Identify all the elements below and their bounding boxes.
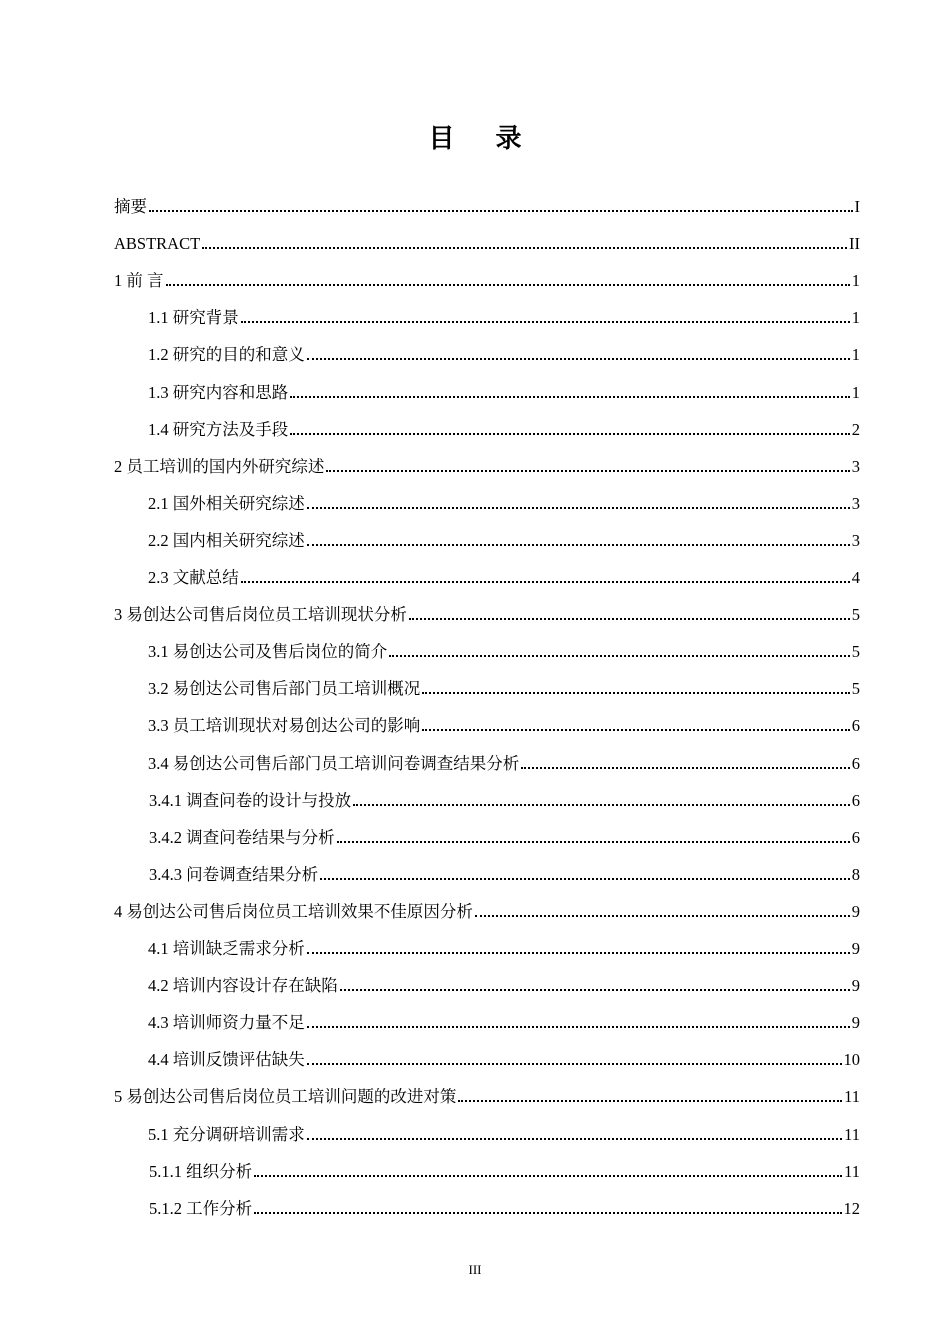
toc-entry-label: 4.1 培训缺乏需求分析 xyxy=(148,939,305,958)
toc-entry[interactable] xyxy=(149,1193,860,1219)
toc-dot-leader xyxy=(307,507,850,509)
toc-entry-page: 5 xyxy=(851,605,860,625)
toc-entry[interactable] xyxy=(148,339,860,365)
toc-entry-label: 2.2 国内相关研究综述 xyxy=(148,530,305,550)
toc-dot-leader xyxy=(290,433,850,435)
toc-entry[interactable] xyxy=(148,414,860,440)
toc-dot-leader xyxy=(389,655,850,657)
footer-page-number: III xyxy=(468,1262,482,1277)
toc-entry-page: 9 xyxy=(851,939,860,958)
toc-entry[interactable] xyxy=(148,673,860,699)
toc-entry-page: 11 xyxy=(844,1161,860,1181)
toc-entry[interactable] xyxy=(148,710,860,736)
toc-entry[interactable] xyxy=(114,265,860,291)
toc-entry-page: 11 xyxy=(844,1124,860,1144)
toc-entry[interactable] xyxy=(114,228,860,254)
toc-entry-label: 3.1 易创达公司及售后岗位的简介 xyxy=(148,642,388,662)
toc-entry[interactable] xyxy=(148,1007,860,1033)
toc-entry[interactable] xyxy=(148,970,860,996)
toc-entry-label: 2 员工培训的国内外研究综述 xyxy=(114,456,325,476)
toc-entry[interactable] xyxy=(148,525,860,551)
toc-dot-leader xyxy=(149,210,853,212)
toc-dot-leader xyxy=(475,915,850,917)
toc-dot-leader xyxy=(337,841,850,843)
toc-dot-leader xyxy=(458,1100,842,1102)
toc-dot-leader xyxy=(521,767,850,769)
toc-entry-label: 5.1.1 组织分析 xyxy=(149,1161,253,1181)
toc-dot-leader xyxy=(307,1138,842,1140)
toc-dot-leader xyxy=(353,804,850,806)
toc-entry-label: 3.3 员工培训现状对易创达公司的影响 xyxy=(148,716,421,736)
toc-entry-label: 1.2 研究的目的和意义 xyxy=(148,345,305,365)
toc-entry-page: 1 xyxy=(851,345,860,365)
toc-entry-page: 1 xyxy=(851,308,860,328)
toc-dot-leader xyxy=(254,1212,841,1214)
toc-entry-label: 3.2 易创达公司售后部门员工培训概况 xyxy=(148,679,421,699)
toc-dot-leader xyxy=(307,952,850,954)
toc-entry-page: 1 xyxy=(851,382,860,402)
toc-entry-page: 6 xyxy=(851,753,860,773)
toc-dot-leader xyxy=(307,544,850,546)
toc-entry[interactable] xyxy=(148,488,860,514)
toc-entry-page: 6 xyxy=(851,827,860,847)
toc-entry-label: 3.4.1 调查问卷的设计与投放 xyxy=(149,790,352,810)
toc-dot-leader xyxy=(409,618,850,620)
toc-entry-page: 3 xyxy=(851,456,860,476)
toc-entry[interactable] xyxy=(114,896,860,922)
toc-entry-page: 9 xyxy=(851,901,860,921)
toc-dot-leader xyxy=(320,878,850,880)
toc-entry[interactable] xyxy=(148,748,860,774)
toc-entry[interactable] xyxy=(148,636,860,662)
toc-entry-page: 6 xyxy=(851,790,860,810)
toc-entry-label: 4.2 培训内容设计存在缺陷 xyxy=(148,976,338,996)
toc-entry-page: 5 xyxy=(851,679,860,699)
toc-entry[interactable] xyxy=(148,377,860,403)
toc-entry-page: II xyxy=(849,234,860,254)
toc-entry-label: 3.4.3 问卷调查结果分析 xyxy=(149,864,319,884)
toc-entry-label: 摘要 xyxy=(114,197,147,216)
page-title: 目 录 xyxy=(428,124,538,154)
toc-entry-page: 3 xyxy=(851,493,860,513)
toc-dot-leader xyxy=(307,1026,850,1028)
toc-entry-label: 5 易创达公司售后岗位员工培训问题的改进对策 xyxy=(114,1087,457,1107)
toc-entry-page: I xyxy=(854,197,860,216)
toc-entry-label: 2.3 文献总结 xyxy=(148,568,239,587)
toc-entry-page: 12 xyxy=(843,1198,860,1218)
toc-entry[interactable] xyxy=(148,1044,860,1070)
toc-dot-leader xyxy=(202,247,847,249)
toc-entry-label: 1.4 研究方法及手段 xyxy=(148,419,289,439)
toc-dot-leader xyxy=(241,321,850,323)
toc-entry[interactable] xyxy=(114,451,860,477)
toc-entry[interactable] xyxy=(149,785,860,811)
toc-entry[interactable] xyxy=(149,1156,860,1182)
toc-entry-label: 5.1.2 工作分析 xyxy=(149,1198,253,1218)
toc-entry-label: 1.3 研究内容和思路 xyxy=(148,382,289,402)
toc-entry-page: 11 xyxy=(844,1087,860,1107)
toc-entry-page: 10 xyxy=(843,1050,860,1070)
toc-dot-leader xyxy=(254,1175,842,1177)
toc-entry[interactable] xyxy=(114,191,860,217)
toc-entry-label: 3 易创达公司售后岗位员工培训现状分析 xyxy=(114,605,407,625)
toc-entry-page: 8 xyxy=(851,864,860,884)
toc-dot-leader xyxy=(326,470,849,472)
toc-entry-label: 2.1 国外相关研究综述 xyxy=(148,493,305,513)
toc-dot-leader xyxy=(307,1063,842,1065)
toc-entry-page: 2 xyxy=(851,419,860,439)
toc-entry-page: 9 xyxy=(851,976,860,996)
toc-entry-page: 6 xyxy=(851,716,860,736)
toc-entry-label: 4.3 培训师资力量不足 xyxy=(148,1013,305,1033)
toc-entry-page: 3 xyxy=(851,530,860,550)
toc-dot-leader xyxy=(422,729,850,731)
toc-entry-label: 1 前 言 xyxy=(114,271,164,291)
toc-entry[interactable] xyxy=(148,302,860,328)
toc-entry[interactable] xyxy=(148,933,860,959)
toc-dot-leader xyxy=(340,989,850,991)
toc-entry-label: 4.4 培训反馈评估缺失 xyxy=(148,1050,305,1070)
toc-entry[interactable] xyxy=(149,822,860,848)
toc-entry-label: ABSTRACT xyxy=(114,234,201,254)
toc-entry[interactable] xyxy=(148,1119,860,1145)
toc-entry-label: 3.4.2 调查问卷结果与分析 xyxy=(149,827,335,847)
toc-entry[interactable] xyxy=(148,562,860,588)
toc-dot-leader xyxy=(166,284,850,286)
toc-entry[interactable] xyxy=(114,599,860,625)
toc-entry-label: 1.1 研究背景 xyxy=(148,308,239,328)
toc-entry-label: 5.1 充分调研培训需求 xyxy=(148,1124,305,1144)
toc-dot-leader xyxy=(241,581,850,583)
toc-entry-page: 1 xyxy=(851,271,860,291)
toc-dot-leader xyxy=(290,396,850,398)
toc-entry[interactable] xyxy=(114,1081,860,1107)
toc-dot-leader xyxy=(307,358,850,360)
toc-entry-page: 5 xyxy=(851,642,860,662)
toc-entry-label: 3.4 易创达公司售后部门员工培训问卷调查结果分析 xyxy=(148,753,520,773)
toc-entry[interactable] xyxy=(149,859,860,885)
toc-entry-page: 9 xyxy=(851,1013,860,1033)
toc-entry-label: 4 易创达公司售后岗位员工培训效果不佳原因分析 xyxy=(114,901,473,921)
toc-dot-leader xyxy=(422,692,850,694)
toc-entry-page: 4 xyxy=(851,568,860,587)
